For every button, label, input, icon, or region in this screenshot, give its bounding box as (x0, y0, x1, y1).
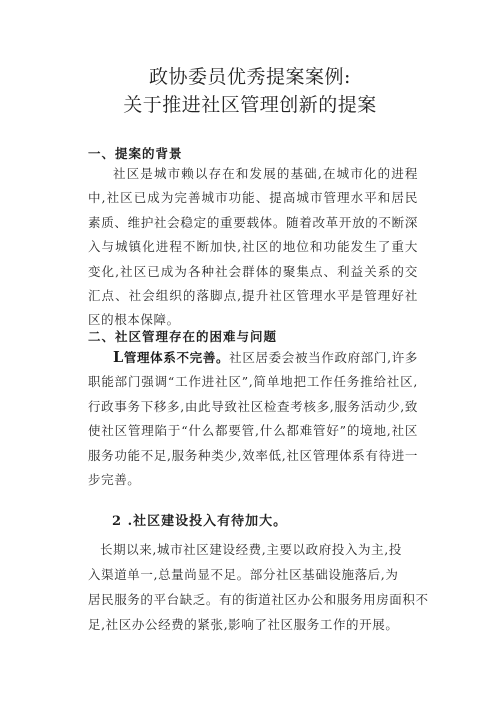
document-title-line2: 关于推进社区管理创新的提案 (123, 94, 377, 116)
item2-body-line2: 入渠道单一,总量尚显不足。部分社区基础设施落后,为 (88, 567, 399, 582)
item2-body-line4: 足,社区办公经费的紧张,影响了社区服务工作的开展。 (88, 617, 399, 632)
section2-heading: 二、社区管理存在的困难与问题 (88, 329, 278, 344)
item2-body-line1: 长期以来,城市社区建设经费,主要以政府投入为主,投 (100, 542, 402, 557)
item1-lead-mark: L (113, 349, 124, 366)
section1-heading: 一、提案的背景 (88, 146, 183, 161)
item1-lead: 管理体系不完善。 (123, 350, 230, 365)
item2-body-line3: 居民服务的平台缺乏。有的街道社区办公和服务用房面积不 (88, 592, 429, 607)
item1-paragraph (88, 346, 418, 492)
item1-body: 社区居委会被当作政府部门,许多职能部门强调“工作进社区”,简单地把工作任务推给社区,行政事务下移多,由此导致社区检查考核多,服务活动少,致使社区管理陷于“什么都要管,什么都难管好”的境地,社区服务功能不足,服务种类少,效率低,社区管理体系有待进一步完善。 (88, 350, 418, 488)
section1-paragraph: 社区是城市赖以存在和发展的基础,在城市化的进程中,社区已成为完善城市功能、提高城市管理水平和居民素质、维护社会稳定的重要载体。随着改革开放的不断深入与城镇化进程不断加快,社区的地位和功能发生了重大变化,社区已成为各种社会群体的聚集点、利益关系的交汇点、社会组织的落脚点,提升社区管理水平是管理好社区的根本保障。 (88, 166, 418, 328)
item2-lead: 2 .社区建设投入有待加大。 (112, 514, 288, 529)
document-title-line1: 政协委员优秀提案案例: (149, 66, 351, 88)
